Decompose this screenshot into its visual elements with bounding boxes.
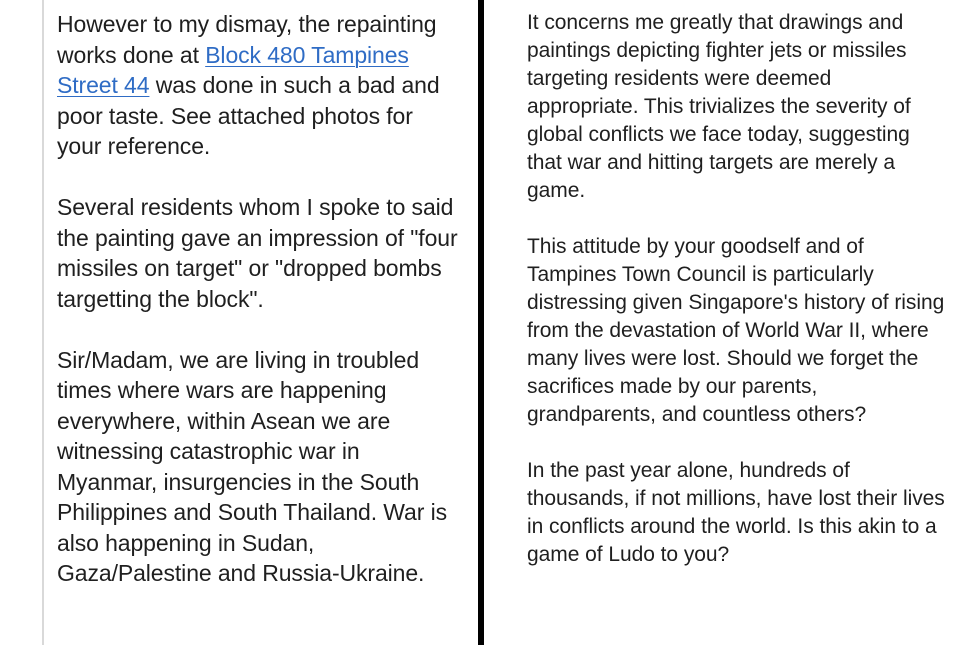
right-paragraph-3: In the past year alone, hundreds of thousands, if not millions, have lost their lives in conflicts around the world. Is this akin to a game of Ludo to you? xyxy=(527,459,945,566)
right-paragraph-1: It concerns me greatly that drawings and paintings depicting fighter jets or missiles targeting residents were deemed appropriate. This trivializes the severity of global conflicts we face today, suggesting that war and hitting targets are merely a game. xyxy=(527,11,911,202)
left-paragraph-1-after: was done in such a bad and poor taste. See attached photos for your reference. xyxy=(57,72,440,159)
left-paragraph-2: Several residents whom I spoke to said the painting gave an impression of "four missiles on target" or "dropped bombs targetting the block". xyxy=(57,194,458,312)
left-paragraph-3: Sir/Madam, we are living in troubled times where wars are happening everywhere, within Asean we are witnessing catastrophic war in Myanmar, insurgencies in the South Philippines and South Thailand. War is also happening in Sudan, Gaza/Palestine and Russia-Ukraine. xyxy=(57,346,447,586)
left-email-body xyxy=(57,9,462,619)
right-paragraph-2: This attitude by your goodself and of Tampines Town Council is particularly distressing given Singapore's history of rising from the devastation of World War II, where many lives were lost. Should we forget the sacrifices made by our parents, grandparents, and countless others? xyxy=(527,235,945,426)
left-paragraph-1-before: However to my dismay, the repainting works done at xyxy=(57,11,437,68)
left-email-panel xyxy=(0,0,478,645)
right-email-body xyxy=(527,9,947,597)
left-paragraph-1 xyxy=(57,9,462,162)
left-margin-line xyxy=(42,0,44,645)
block-address-link[interactable]: Block 480 Tampines Street 44 xyxy=(57,41,409,98)
right-email-panel xyxy=(484,0,960,645)
